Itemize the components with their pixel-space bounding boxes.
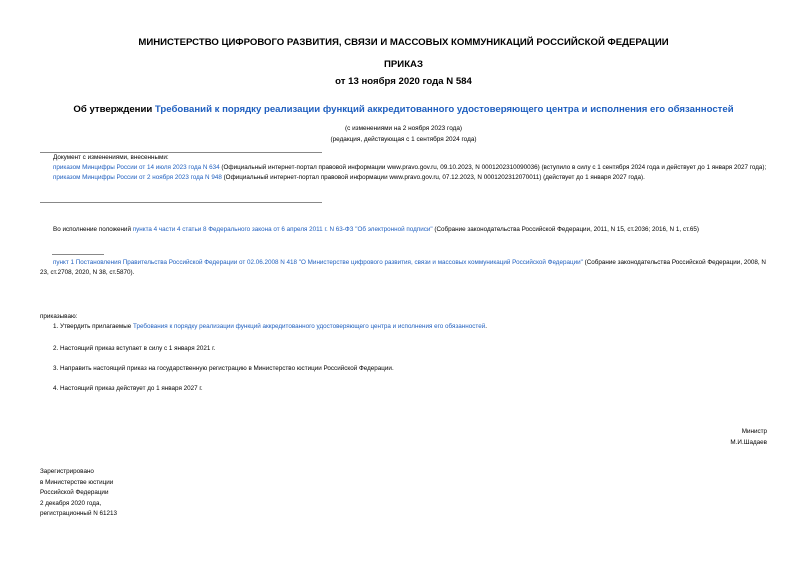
preamble-rest: (Собрание законодательства Российской Федерации, 2011, N 15, ст.2036; 2016, N 1, ст.65) (432, 226, 700, 233)
amendment-text-2: (Официальный интернет-портал правовой информации www.pravo.gov.ru, 07.12.2023, N 0001202312070011) (действует до 1 января 2027 года). (221, 174, 645, 181)
doc-title-prefix: Об утверждении (73, 104, 155, 115)
order-item-3: 3. Направить настоящий приказ на государственную регистрацию в Министерство юстиции Российской Федерации. (53, 365, 394, 372)
registration-line-4: 2 декабря 2020 года, (40, 499, 102, 507)
preamble-prefix: Во исполнение положений (53, 226, 133, 233)
revision-note-2: (редакция, действующая с 1 сентября 2024 года) (330, 136, 477, 143)
order-item-1-link[interactable]: Требования к порядку реализации функций аккредитованного удостоверяющего центра и исполнения его обязанностей (133, 323, 486, 330)
doc-title (0, 104, 807, 115)
ministry-heading: МИНИСТЕРСТВО ЦИФРОВОГО РАЗВИТИЯ, СВЯЗИ И МАССОВЫХ КОММУНИКАЦИЙ РОССИЙСКОЙ ФЕДЕРАЦИИ (138, 37, 669, 48)
doc-type: ПРИКАЗ (384, 59, 423, 70)
order-item-1-suffix: . (485, 323, 487, 330)
amendments-intro: Документ с изменениями, внесенными: (53, 154, 169, 161)
signature-block (567, 427, 767, 448)
registration-line-5: регистрационный N 61213 (40, 510, 118, 517)
doc-date-number: от 13 ноября 2020 года N 584 (335, 76, 472, 87)
amendment-link-2[interactable]: приказом Минцифры России от 2 ноября 2023 года N 948 (53, 174, 222, 181)
order-item-4: 4. Настоящий приказ действует до 1 января 2027 г. (53, 385, 203, 392)
order-item-1-prefix: 1. Утвердить прилагаемые (53, 323, 133, 330)
registration-line-2: в Министерстве юстиции (40, 478, 114, 486)
amendment-item-1 (40, 163, 770, 173)
orders-word: приказываю: (40, 313, 78, 320)
registration-block (40, 467, 240, 520)
signature-position: Министр (741, 428, 767, 435)
basis-resolution-link[interactable]: пункт 1 Постановления Правительства Российской Федерации от 02.06.2008 N 418 "О Министерстве цифрового развития, связи и массовых коммуникаций Российской Федерации" (53, 259, 583, 266)
registration-line-1: Зарегистрировано (40, 468, 94, 475)
order-item-2: 2. Настоящий приказ вступает в силу с 1 января 2021 г. (53, 345, 216, 352)
signature-name: М.И.Шадаев (730, 438, 767, 446)
amendments-block (40, 153, 770, 183)
registration-line-3: Российской Федерации (40, 489, 109, 496)
doc-title-link[interactable]: Требований к порядку реализации функций аккредитованного удостоверяющего центра и исполнения его обязанностей (154, 104, 734, 115)
preamble-paragraph (40, 225, 770, 235)
footnote-divider (52, 254, 104, 255)
divider-bottom (40, 202, 322, 203)
order-item-1 (40, 322, 783, 332)
amendment-item-2 (40, 173, 770, 183)
revision-note-1: (с изменениями на 2 ноября 2023 года) (344, 125, 463, 132)
amendment-link-1[interactable]: приказом Минцифры России от 14 июля 2023 года N 634 (53, 164, 220, 171)
basis-paragraph (40, 258, 770, 278)
preamble-law-link[interactable]: пункта 4 части 4 статьи 8 Федерального закона от 6 апреля 2011 г. N 63-ФЗ "Об электронной подписи" (132, 226, 433, 233)
amendment-text-1: (Официальный интернет-портал правовой информации www.pravo.gov.ru, 09.10.2023, N 0001202310090036) (вступило в силу с 1 сентября 2024 года и действует до 1 января 2027 года); (219, 164, 767, 171)
basis-rest: (Собрание законодательства Российской Федерации, 2008, N 23, ст.2708, 2020, N 38, ст.5870). (40, 259, 766, 276)
